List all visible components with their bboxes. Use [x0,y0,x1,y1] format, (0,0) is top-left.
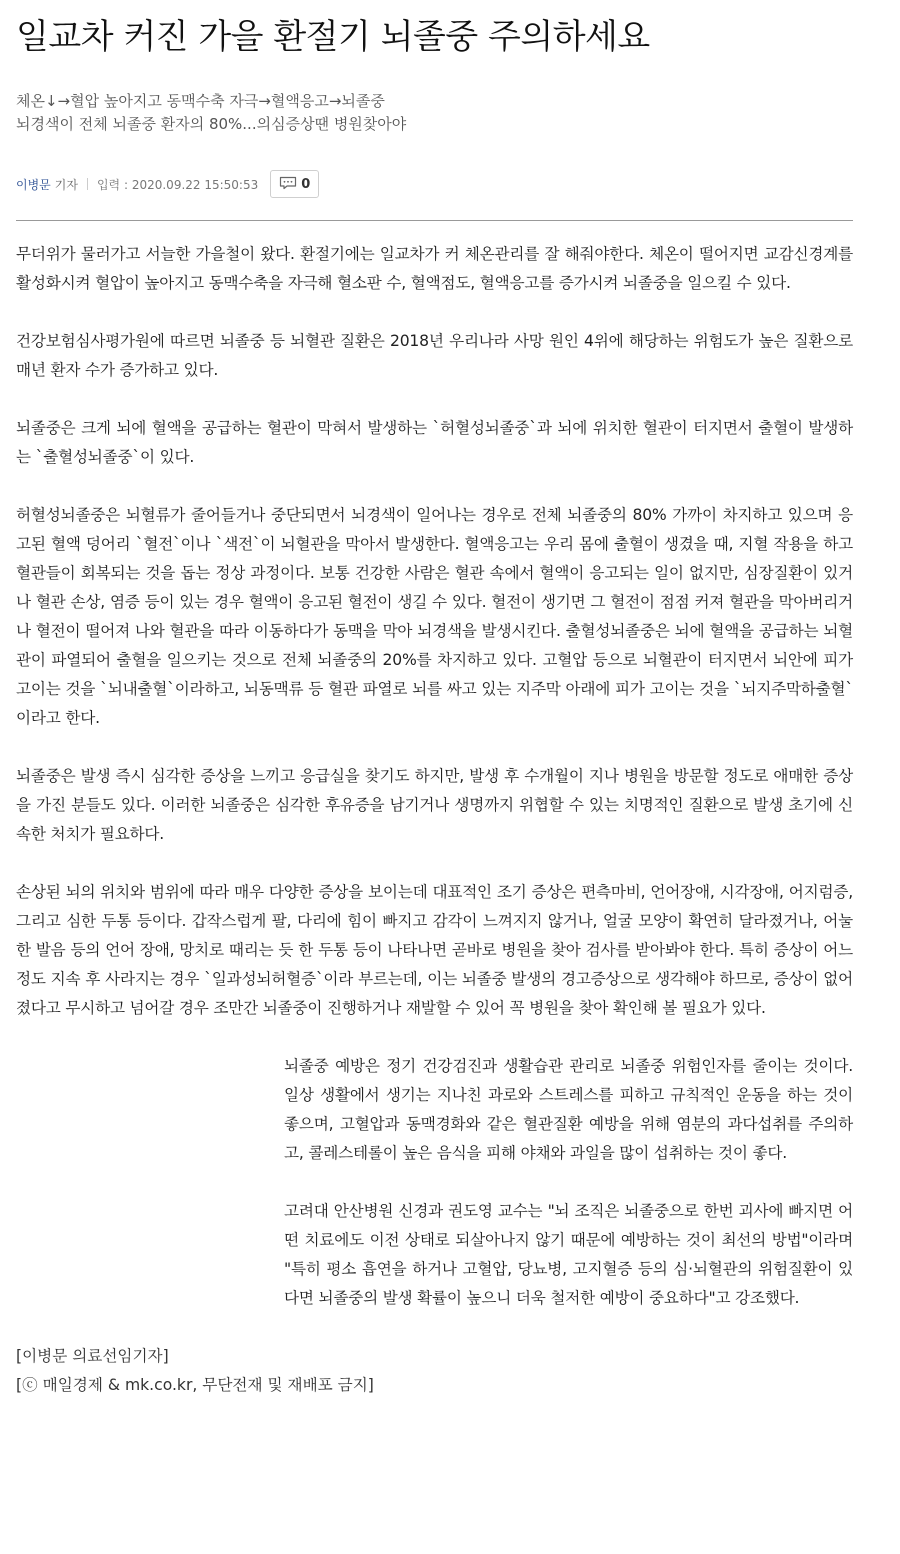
body-paragraph: 뇌졸중 예방은 정기 건강검진과 생활습관 관리로 뇌졸중 위험인자를 줄이는 것이다. 일상 생활에서 생기는 지나친 과로와 스트레스를 피하고 규칙적인 운동을 하는 것이 좋으며, 고혈압과 동맥경화와 같은 혈관질환 예방을 위해 염분의 과다섭취를 주의하고, 콜레스테롤이 높은 음식을 피해 야채와 과일을 많이 섭취하는 것이 좋다. [284,1057,853,1162]
body-paragraph: 허혈성뇌졸중은 뇌혈류가 줄어들거나 중단되면서 뇌경색이 일어나는 경우로 전체 뇌졸중의 80% 가까이 차지하고 있으며 응고된 혈액 덩어리 `혈전`이나 `색전`이 뇌혈관을 막아서 발생한다. 혈액응고는 우리 몸에 출혈이 생겼을 때, 지혈 작용을 하고 혈관들이 회복되는 것을 돕는 정상 과정이다. 보통 건강한 사람은 혈관 속에서 혈액이 응고되는 일이 없지만, 심장질환이 있거나 혈관 손상, 염증 등이 있는 경우 혈액이 응고된 혈전이 생길 수 있다. 혈전이 생기면 그 혈전이 점점 커져 혈관을 막아버리거나 혈전이 떨어져 나와 혈관을 따라 이동하다가 동맥을 막아 뇌경색을 발생시킨다. 출혈성뇌졸중은 뇌에 혈액을 공급하는 뇌혈관이 파열되어 출혈을 일으키는 것으로 전체 뇌졸중의 20%를 차지하고 있다. 고혈압 등으로 뇌혈관이 터지면서 뇌안에 피가 고이는 것을 `뇌내출혈`이라하고, 뇌동맥류 등 혈관 파열로 뇌를 싸고 있는 지주막 아래에 피가 고이는 것을 `뇌지주막하출혈`이라고 한다. [16,506,853,727]
header-divider [16,220,853,221]
copyright-notice: [ⓒ 매일경제 & mk.co.kr, 무단전재 및 재배포 금지] [16,1376,374,1394]
reporter-name[interactable]: 이병문 [16,177,51,192]
body-paragraph: 손상된 뇌의 위치와 범위에 따라 매우 다양한 증상을 보이는데 대표적인 조기 증상은 편측마비, 언어장애, 시각장애, 어지럼증, 그리고 심한 두통 등이다. 갑작스럽게 팔, 다리에 힘이 빠지고 감각이 느껴지지 않거나, 얼굴 모양이 확연히 달라졌거나, 어눌한 발음 등의 언어 장애, 망치로 때리는 듯 한 두통 등이 나타나면 곧바로 병원을 찾아 검사를 받아봐야 한다. 특히 증상이 어느 정도 지속 후 사라지는 경우 `일과성뇌허혈증`이라 부르는데, 이는 뇌졸중 발생의 경고증상으로 생각해야 하므로, 증상이 없어졌다고 무시하고 넘어갈 경우 조만간 뇌졸중이 진행하거나 재발할 수 있어 꼭 병원을 찾아 확인해 볼 필요가 있다. [16,883,853,1017]
body-paragraph: 고려대 안산병원 신경과 권도영 교수는 "뇌 조직은 뇌졸중으로 한번 괴사에 빠지면 어떤 치료에도 이전 상태로 되살아나지 않기 때문에 예방하는 것이 최선의 방법"이라며 "특히 평소 흡연을 하거나 고혈압, 당뇨병, 고지혈증 등의 심·뇌혈관의 위험질환이 있다면 뇌졸중의 발생 확률이 높으니 더욱 철저한 예방이 중요하다"고 강조했다. [284,1202,853,1307]
article-footer [16,1342,853,1400]
speech-bubble-icon [279,176,297,193]
comment-count: 0 [301,176,311,192]
byline: [이병문 의료선임기자] [16,1347,169,1365]
body-paragraph: 뇌졸중은 발생 즉시 심각한 증상을 느끼고 응급실을 찾기도 하지만, 발생 후 수개월이 지나 병원을 방문할 정도로 애매한 증상을 가진 분들도 있다. 이러한 뇌졸중은 심각한 후유증을 남기거나 생명까지 위협할 수 있는 치명적인 질환으로 발생 초기에 신속한 처치가 필요하다. [16,767,853,843]
article-meta [16,168,853,200]
image-placeholder [16,1052,284,1334]
body-paragraph: 건강보험심사평가원에 따르면 뇌졸중 등 뇌혈관 질환은 2018년 우리나라 사망 원인 4위에 해당하는 위험도가 높은 질환으로 매년 환자 수가 증가하고 있다. [16,332,853,379]
comment-button[interactable] [270,170,319,198]
article-body [16,240,853,1313]
body-paragraph: 뇌졸중은 크게 뇌에 혈액을 공급하는 혈관이 막혀서 발생하는 `허혈성뇌졸중`과 뇌에 위치한 혈관이 터지면서 출혈이 발생하는 `출혈성뇌졸중`이 있다. [16,419,853,466]
subtitle-line: 체온↓→혈압 높아지고 동맥수축 자극→혈액응고→뇌졸중 [16,92,385,110]
input-timestamp: 입력 : 2020.09.22 15:50:53 [96,177,259,192]
article-subtitles [16,90,853,136]
meta-divider [87,178,88,190]
subtitle-line: 뇌경색이 전체 뇌졸중 환자의 80%...의심증상땐 병원찾아야 [16,115,407,133]
body-paragraph: 무더위가 물러가고 서늘한 가을철이 왔다. 환절기에는 일교차가 커 체온관리를 잘 해줘야한다. 체온이 떨어지면 교감신경계를 활성화시켜 혈압이 높아지고 동맥수축을 자극해 혈소판 수, 혈액점도, 혈액응고를 증가시켜 뇌졸중을 일으킬 수 있다. [16,245,853,292]
article-title: 일교차 커진 가을 환절기 뇌졸중 주의하세요 [16,17,650,57]
reporter-suffix: 기자 [54,177,78,192]
